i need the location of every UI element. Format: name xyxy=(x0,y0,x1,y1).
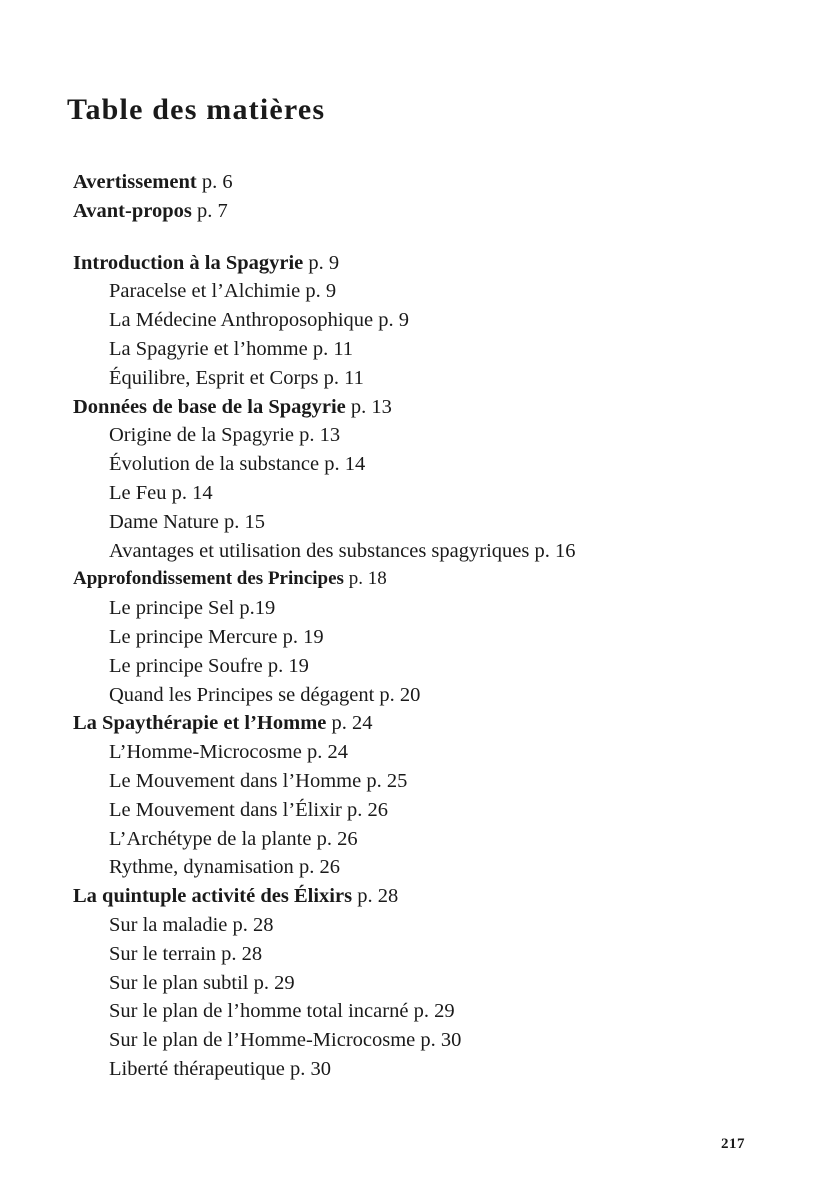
toc-subsection xyxy=(73,969,793,998)
toc-entry-page: p. 9 xyxy=(378,309,410,332)
toc-subsection xyxy=(73,997,793,1026)
toc-entry-page: p. 29 xyxy=(253,971,295,994)
toc-entry-page: p. 11 xyxy=(312,337,354,360)
toc-subsection xyxy=(73,853,793,882)
toc-section xyxy=(73,197,793,226)
toc-subsection xyxy=(73,450,793,479)
toc-entry-page: p.19 xyxy=(239,597,276,620)
toc-entry-page: p. 20 xyxy=(379,683,421,706)
toc-entry-title: La Spaythérapie et l’Homme xyxy=(73,712,327,735)
toc-entry-page: p. 6 xyxy=(201,171,233,193)
toc-entry-title: Le Feu xyxy=(109,481,167,504)
toc-entry-page: p. 30 xyxy=(420,1029,462,1052)
toc-entry-page: p. 7 xyxy=(196,199,228,222)
toc-entry-page: p. 16 xyxy=(534,539,576,562)
toc-subsection xyxy=(73,940,793,969)
toc-section xyxy=(73,168,793,197)
toc-entry-page: p. 14 xyxy=(324,453,366,476)
toc-subsection xyxy=(73,421,793,450)
toc-section xyxy=(73,709,793,738)
page-title: Table des matières xyxy=(67,93,326,126)
toc-entry-page: p. 26 xyxy=(316,827,358,850)
toc-entry-page: p. 13 xyxy=(350,395,392,418)
toc-entry-page: p. 30 xyxy=(290,1057,331,1080)
toc-entry-title: Introduction à la Spagyrie xyxy=(73,251,304,274)
toc-subsection xyxy=(73,652,793,681)
table-of-contents xyxy=(73,168,793,1084)
toc-section xyxy=(73,249,793,278)
toc-entry-title: L’Archétype de la plante xyxy=(109,827,312,850)
toc-entry-title: Sur le plan de l’Homme-Microcosme xyxy=(109,1029,416,1052)
toc-entry-title: Évolution de la substance xyxy=(109,453,320,476)
toc-entry-title: Données de base de la Spagyrie xyxy=(73,395,346,418)
toc-subsection xyxy=(73,738,793,767)
toc-entry-page: p. 24 xyxy=(306,741,348,764)
toc-subsection xyxy=(73,306,793,335)
toc-section xyxy=(73,882,793,911)
toc-entry-title: Sur la maladie xyxy=(109,913,228,936)
toc-entry-title: La Spagyrie et l’homme xyxy=(109,337,308,360)
toc-subsection xyxy=(73,364,793,393)
toc-entry-page: p. 28 xyxy=(221,942,263,965)
toc-section xyxy=(73,565,793,594)
toc-entry-title: Approfondissement des Principes xyxy=(73,568,344,590)
toc-entry-title: Sur le plan de l’homme total incarné xyxy=(109,1000,409,1023)
toc-subsection xyxy=(73,825,793,854)
toc-entry-title: Le principe Mercure xyxy=(109,625,278,648)
toc-entry-page: p. 26 xyxy=(298,856,340,879)
toc-entry-page: p. 19 xyxy=(282,625,324,648)
toc-entry-page: p. 9 xyxy=(308,251,340,274)
toc-entry-title: La Médecine Anthroposophique xyxy=(109,309,374,332)
toc-entry-title: Dame Nature xyxy=(109,510,219,533)
toc-entry-title: Sur le terrain xyxy=(109,942,217,965)
toc-entry-page: p. 26 xyxy=(346,798,388,821)
toc-entry-page: p. 9 xyxy=(305,280,337,303)
toc-entry-page: p. 19 xyxy=(267,654,309,677)
toc-entry-title: Avantages et utilisation des substances spagyriques xyxy=(109,539,530,562)
toc-subsection xyxy=(73,623,793,652)
toc-entry-title: Paracelse et l’Alchimie xyxy=(109,280,301,303)
toc-subsection xyxy=(73,277,793,306)
toc-entry-title: Quand les Principes se dégagent xyxy=(109,683,375,706)
toc-entry-title: Avertissement xyxy=(73,171,197,193)
toc-entry-page: p. 28 xyxy=(232,913,274,936)
toc-entry-title: L’Homme-Microcosme xyxy=(109,741,302,764)
toc-entry-title: Sur le plan subtil xyxy=(109,971,249,994)
toc-entry-title: Le Mouvement dans l’Homme xyxy=(109,769,362,792)
toc-subsection xyxy=(73,335,793,364)
toc-entry-page: p. 28 xyxy=(357,885,399,908)
toc-subsection xyxy=(73,767,793,796)
toc-entry-title: Le principe Sel xyxy=(109,597,235,620)
toc-entry-title: Origine de la Spagyrie xyxy=(109,424,295,447)
toc-entry-page: p. 15 xyxy=(223,510,265,533)
toc-entry-title: Équilibre, Esprit et Corps xyxy=(109,366,319,389)
toc-entry-title: Rythme, dynamisation xyxy=(109,856,294,879)
toc-entry-page: p. 24 xyxy=(331,712,373,735)
toc-subsection xyxy=(73,911,793,940)
toc-subsection xyxy=(73,681,793,710)
toc-entry-title: Le principe Soufre xyxy=(109,654,263,677)
toc-entry-page: p. 25 xyxy=(366,769,408,792)
toc-entry-title: La quintuple activité des Élixirs xyxy=(73,885,353,908)
toc-entry-title: Le Mouvement dans l’Élixir xyxy=(109,798,342,821)
toc-subsection xyxy=(73,796,793,825)
toc-entry-page: p. 13 xyxy=(299,424,341,447)
toc-subsection xyxy=(73,508,793,537)
toc-entry-page: p. 11 xyxy=(323,366,364,389)
toc-subsection xyxy=(73,1026,793,1055)
toc-entry-page: p. 18 xyxy=(348,568,387,590)
toc-subsection xyxy=(73,594,793,623)
toc-entry-page: p. 29 xyxy=(413,1000,455,1023)
toc-entry-page: p. 14 xyxy=(171,481,213,504)
page-number: 217 xyxy=(721,1136,745,1152)
toc-entry-title: Avant-propos xyxy=(73,199,192,222)
toc-subsection xyxy=(73,537,793,566)
toc-section xyxy=(73,393,793,422)
toc-entry-title: Liberté thérapeutique xyxy=(109,1057,285,1080)
toc-subsection xyxy=(73,1055,793,1084)
toc-subsection xyxy=(73,479,793,508)
